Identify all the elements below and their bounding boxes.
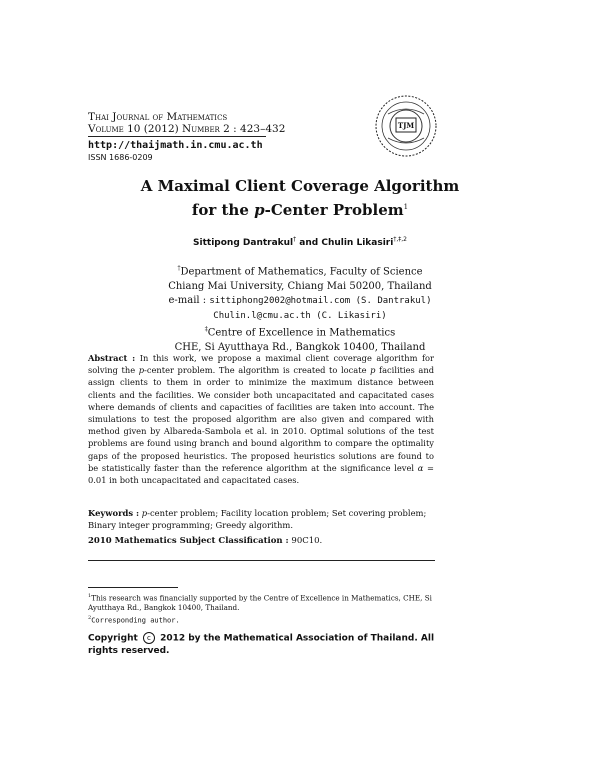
footnote-1: $^1$This research was financially supported by the Centre of Excellence in Mathematics, CHE, Si Ayutthaya Rd., Bangkok 10400, Thailand. (88, 593, 432, 613)
paper-title (0, 176, 600, 221)
journal-url[interactable]: http://thaijmath.in.cmu.ac.th (88, 140, 263, 151)
abstract-label: Abstract : (88, 353, 136, 363)
affiliation-univ: Chiang Mai University, Chiang Mai 50200, Thailand (168, 280, 432, 292)
email-line-1: e-mail : sittiphong2002@hotmail.com (S. Dantrakul) (168, 295, 432, 307)
copyright-notice: Copyright c 2012 by the Mathematical Association of Thailand. All rights reserved. (88, 633, 435, 656)
footnote-2: $^2$Corresponding author. (88, 615, 180, 625)
affiliations (0, 262, 600, 356)
email-line-2 (0, 309, 600, 324)
email-link[interactable]: Chulin.l@cmu.ac.th (C. Likasiri) (213, 310, 387, 321)
section-divider (88, 560, 435, 561)
title-line-1: A Maximal Client Coverage Algorithm (140, 177, 460, 195)
msc-value: 90C10. (291, 536, 323, 546)
msc-label: 2010 Mathematics Subject Classification : (88, 536, 289, 546)
affiliation-centre-address: CHE, Si Ayutthaya Rd., Bangkok 10400, Thailand (174, 342, 426, 354)
journal-header (88, 111, 285, 135)
journal-name: Thai Journal of Mathematics (88, 111, 228, 123)
affiliation-dept: †Department of Mathematics, Faculty of Science (177, 265, 423, 278)
title-line-2: for the p-Center Problem$^1$ (191, 201, 409, 219)
title-footnote-mark[interactable]: 1 (403, 203, 409, 211)
copyright-icon: c (143, 632, 155, 644)
journal-volume: Volume 10 (2012) Number 2 : 423–432 (88, 123, 286, 135)
logo-text: TJM (397, 121, 415, 130)
footnotes (88, 591, 434, 626)
journal-seal-logo (374, 94, 438, 158)
footnote-divider (88, 587, 178, 588)
keywords: Keywords : p-center problem; Facility location problem; Set covering problem; Binary integer programming; Greedy algorithm. (88, 508, 427, 530)
journal-issn: ISSN 1686-0209 (88, 153, 153, 162)
author-name: Chulin Likasiri (321, 238, 394, 248)
msc-classification (88, 536, 322, 546)
authors: Sittipong Dantrakul† and Chulin Likasiri$^{\dagger,\ddagger,2}$ (193, 236, 407, 248)
affiliation-centre: ‡Centre of Excellence in Mathematics (204, 326, 396, 339)
abstract: Abstract : In this work, we propose a maximal client coverage algorithm for solving the p-center problem. The algorithm is created to locate p facilities and assign clients to them in order to minimize the maximum distance between clients and the facilities. We consider both uncapacitated and capacitated cases where demands of clients and capacities of facilities are taken into account. The simulations to test the proposed algorithm are also given and compared with method given by Albareda-Sambola et al. in 2010. Optimal solutions of the test problems are found using branch and bound algorithm to compare the optimality gaps of the proposed heuristics. The proposed heuristics solutions are found to be statistically faster than the reference algorithm at the significance level α = 0.01 in both uncapacitated and capacitated cases. (88, 353, 435, 486)
email-link[interactable]: sittiphong2002@hotmail.com (S. Dantrakul) (209, 296, 432, 307)
keywords-label: Keywords : (88, 508, 140, 518)
header-divider (88, 136, 266, 137)
author-name: Sittipong Dantrakul (193, 238, 294, 248)
